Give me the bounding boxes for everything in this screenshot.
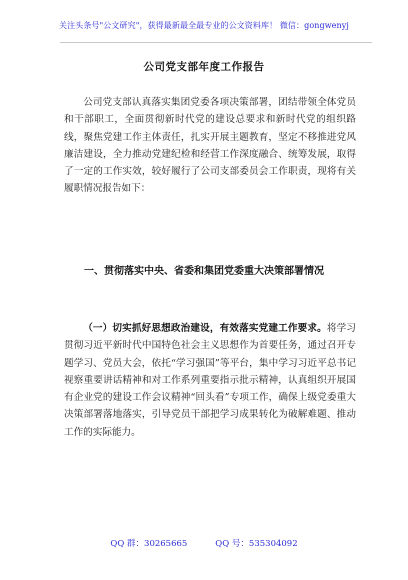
subsection-heading: （一）切实抓好思想政治建设，有效落实党建工作要求。 [83,323,327,334]
footer-qq-group: QQ 群：30265665 [110,539,188,549]
header-divider [60,42,372,43]
subsection-body: 将学习贯彻习近平新时代中国特色社会主义思想作为首要任务，通过召开专题学习、党员大会，依托“学习强国”等平台，集中学习习近平总书记视察重要讲话精神和对工作系列重要指示批示精神，认真组织开展国有企业党的建设工作会议精神“回头看”专项工作，确保上级党委重大决策部署落地落实，引导党员干部把学习成果转化为破解难题、推动工作的实际能力。 [64,323,357,438]
document-title: 公司党支部年度工作报告 [143,61,265,73]
promo-header-note: 关注头条号"公文研究"，获得最新最全最专业的公文资料库！ 微信：gongwenyj [59,21,349,30]
section-heading: 一、贯彻落实中央、省委和集团党委重大决策部署情况 [84,266,324,277]
footer-qq: QQ 号：535304092 [215,539,298,549]
footer-contact [0,537,408,549]
intro-paragraph: 公司党支部认真落实集团党委各项决策部署，团结带领全体党员和干部职工，全面贯彻新时代党的建设总要求和新时代党的组织路线，聚焦党建工作主体责任，扎实开展主题教育，坚定不移推进党风廉洁建设，全力推动党建纪检和经营工作深度融合、统筹发展，取得了一定的工作实效，较好履行了公司支部委员会工作职责，现将有关履职情况报告如下： [64,97,356,195]
subsection-paragraph [64,320,356,441]
